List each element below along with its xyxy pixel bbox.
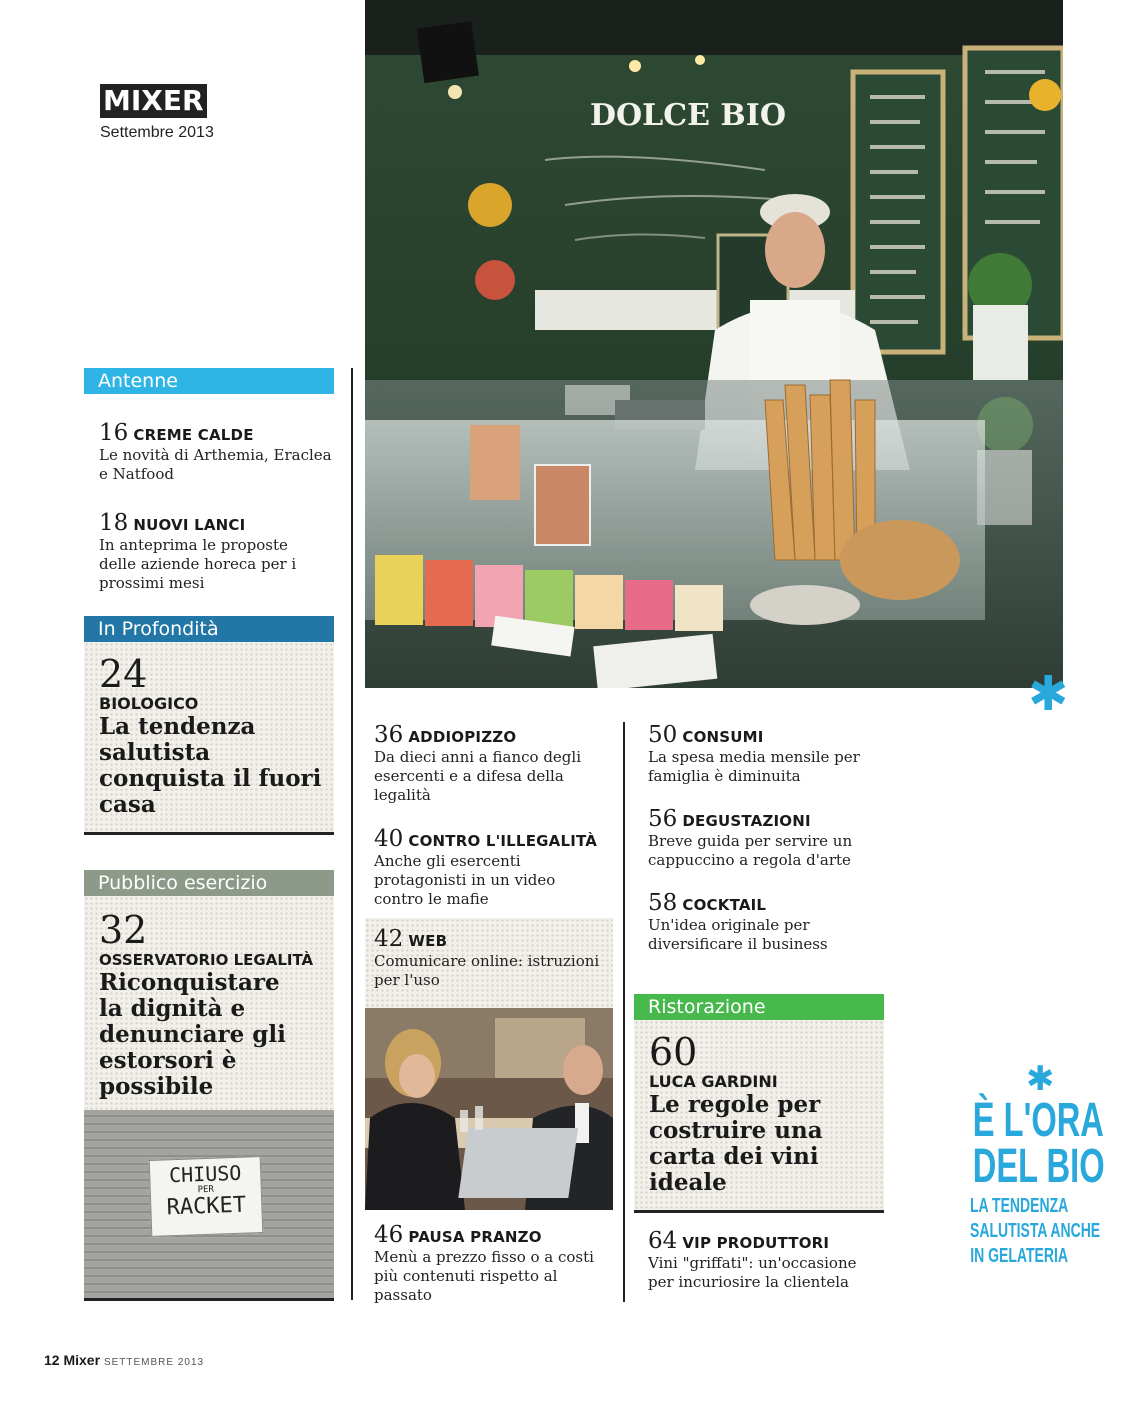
entry-page-number: 64 bbox=[648, 1228, 678, 1254]
entry-description: Breve guida per servire un cappuccino a regola d'arte bbox=[648, 832, 853, 869]
entry-description: Le novità di Arthemia, Eraclea e Natfood bbox=[99, 446, 332, 483]
toc-entry[interactable] bbox=[374, 1222, 606, 1305]
entry-page-number: 16 bbox=[99, 420, 129, 446]
entry-description: In anteprima le proposte delle aziende horeca per i prossimi mesi bbox=[99, 536, 297, 592]
entry-label: COCKTAIL bbox=[682, 896, 767, 914]
restaurant-photo bbox=[365, 1008, 613, 1210]
entry-page-number: 50 bbox=[648, 722, 678, 748]
photo-sign-text: DOLCE BIO bbox=[590, 98, 786, 133]
sign-line: PER bbox=[197, 1184, 215, 1196]
section-divider bbox=[84, 1298, 334, 1301]
section-header-antenne: Antenne bbox=[84, 368, 334, 394]
feature-headline: Le regole per costruire una carta dei vini ideale bbox=[649, 1091, 823, 1196]
feature-box-ristorazione[interactable] bbox=[634, 1020, 884, 1210]
callout-title: DEL BIO bbox=[972, 1140, 1105, 1193]
masthead bbox=[100, 84, 214, 142]
feature-box-profondita[interactable] bbox=[84, 642, 334, 832]
entry-label: WEB bbox=[408, 932, 448, 950]
toc-entry[interactable] bbox=[648, 722, 878, 786]
entry-description: Menù a prezzo fisso o a costi più contenuti rispetto al passato bbox=[374, 1248, 594, 1304]
entry-label: CONTRO L'ILLEGALITÀ bbox=[408, 832, 598, 850]
section-header-profondita: In Profondità bbox=[84, 616, 334, 642]
entry-page-number: 18 bbox=[99, 510, 129, 536]
shutter-photo bbox=[84, 1110, 334, 1298]
lunch-photo bbox=[365, 1008, 613, 1210]
section-header-esercizio: Pubblico esercizio bbox=[84, 870, 334, 896]
section-divider bbox=[634, 1210, 884, 1213]
folio-mag-name: Mixer bbox=[63, 1352, 101, 1368]
sign-line: RACKET bbox=[166, 1192, 247, 1221]
toc-entry[interactable] bbox=[648, 890, 868, 954]
mixer-logo bbox=[100, 84, 214, 118]
feature-label: BIOLOGICO bbox=[99, 694, 199, 713]
entry-page-number: 56 bbox=[648, 806, 678, 832]
asterisk-icon: ✱ bbox=[1026, 1059, 1055, 1099]
entry-label: PAUSA PRANZO bbox=[408, 1228, 542, 1246]
entry-label: CONSUMI bbox=[682, 728, 764, 746]
toc-entry[interactable] bbox=[648, 806, 878, 870]
entry-description: Da dieci anni a fianco degli esercenti e a difesa della legalità bbox=[374, 748, 582, 804]
column-rule bbox=[351, 368, 353, 1300]
page-folio bbox=[44, 1352, 204, 1368]
feature-headline: La tendenza salutista conquista il fuori casa bbox=[99, 713, 322, 818]
entry-page-number: 58 bbox=[648, 890, 678, 916]
entry-label: NUOVI LANCI bbox=[133, 516, 246, 534]
entry-description: La spesa media mensile per famiglia è diminuita bbox=[648, 748, 860, 785]
feature-headline: Riconquistare la dignità e denunciare gli estorsori è possibile bbox=[99, 969, 286, 1100]
callout-subtitle: IN GELATERIA bbox=[970, 1245, 1068, 1267]
callout-subtitle: SALUTISTA ANCHE bbox=[970, 1220, 1101, 1242]
issue-date: Settembre 2013 bbox=[100, 124, 214, 141]
feature-label: OSSERVATORIO LEGALITÀ bbox=[99, 951, 314, 969]
entry-label: DEGUSTAZIONI bbox=[682, 812, 811, 830]
toc-entry[interactable] bbox=[99, 510, 329, 593]
section-header-ristorazione: Ristorazione bbox=[634, 994, 884, 1020]
racket-sign bbox=[149, 1156, 264, 1237]
entry-label: CREME CALDE bbox=[133, 426, 254, 444]
folio-issue: SETTEMBRE 2013 bbox=[103, 1357, 205, 1368]
callout-subtitle: LA TENDENZA bbox=[970, 1195, 1069, 1217]
entry-description: Vini "griffati": un'occasione per incuriosire la clientela bbox=[648, 1254, 857, 1291]
feature-page-number: 32 bbox=[99, 908, 148, 952]
callout-title: È L'ORA bbox=[972, 1094, 1104, 1147]
feature-label: LUCA GARDINI bbox=[649, 1072, 778, 1091]
toc-entry[interactable] bbox=[374, 722, 609, 805]
toc-entry[interactable] bbox=[365, 918, 613, 1008]
gelateria-photo bbox=[365, 0, 1063, 688]
entry-description: Comunicare online: istruzioni per l'uso bbox=[374, 952, 600, 989]
column-rule bbox=[623, 722, 625, 1302]
entry-page-number: 40 bbox=[374, 826, 404, 852]
page-number: 12 bbox=[44, 1352, 60, 1368]
entry-label: VIP PRODUTTORI bbox=[682, 1234, 830, 1252]
entry-description: Un'idea originale per diversificare il business bbox=[648, 916, 828, 953]
toc-entry[interactable] bbox=[99, 420, 334, 484]
toc-entry[interactable] bbox=[648, 1228, 868, 1292]
sign-line: CHIUSO bbox=[168, 1160, 242, 1188]
entry-label: ADDIOPIZZO bbox=[408, 728, 517, 746]
asterisk-icon: ✱ bbox=[1028, 666, 1069, 722]
entry-page-number: 42 bbox=[374, 926, 404, 952]
entry-page-number: 46 bbox=[374, 1222, 404, 1248]
entry-page-number: 36 bbox=[374, 722, 404, 748]
feature-page-number: 60 bbox=[649, 1030, 698, 1074]
toc-entry[interactable] bbox=[374, 826, 604, 909]
feature-callout[interactable] bbox=[928, 1094, 1105, 1269]
cover-photo bbox=[365, 0, 1063, 688]
section-divider bbox=[84, 832, 334, 835]
feature-box-esercizio[interactable] bbox=[84, 896, 334, 1110]
feature-page-number: 24 bbox=[99, 652, 148, 696]
entry-description: Anche gli esercenti protagonisti in un video contro le mafie bbox=[374, 852, 556, 908]
logo-text: MIXER bbox=[100, 84, 207, 118]
